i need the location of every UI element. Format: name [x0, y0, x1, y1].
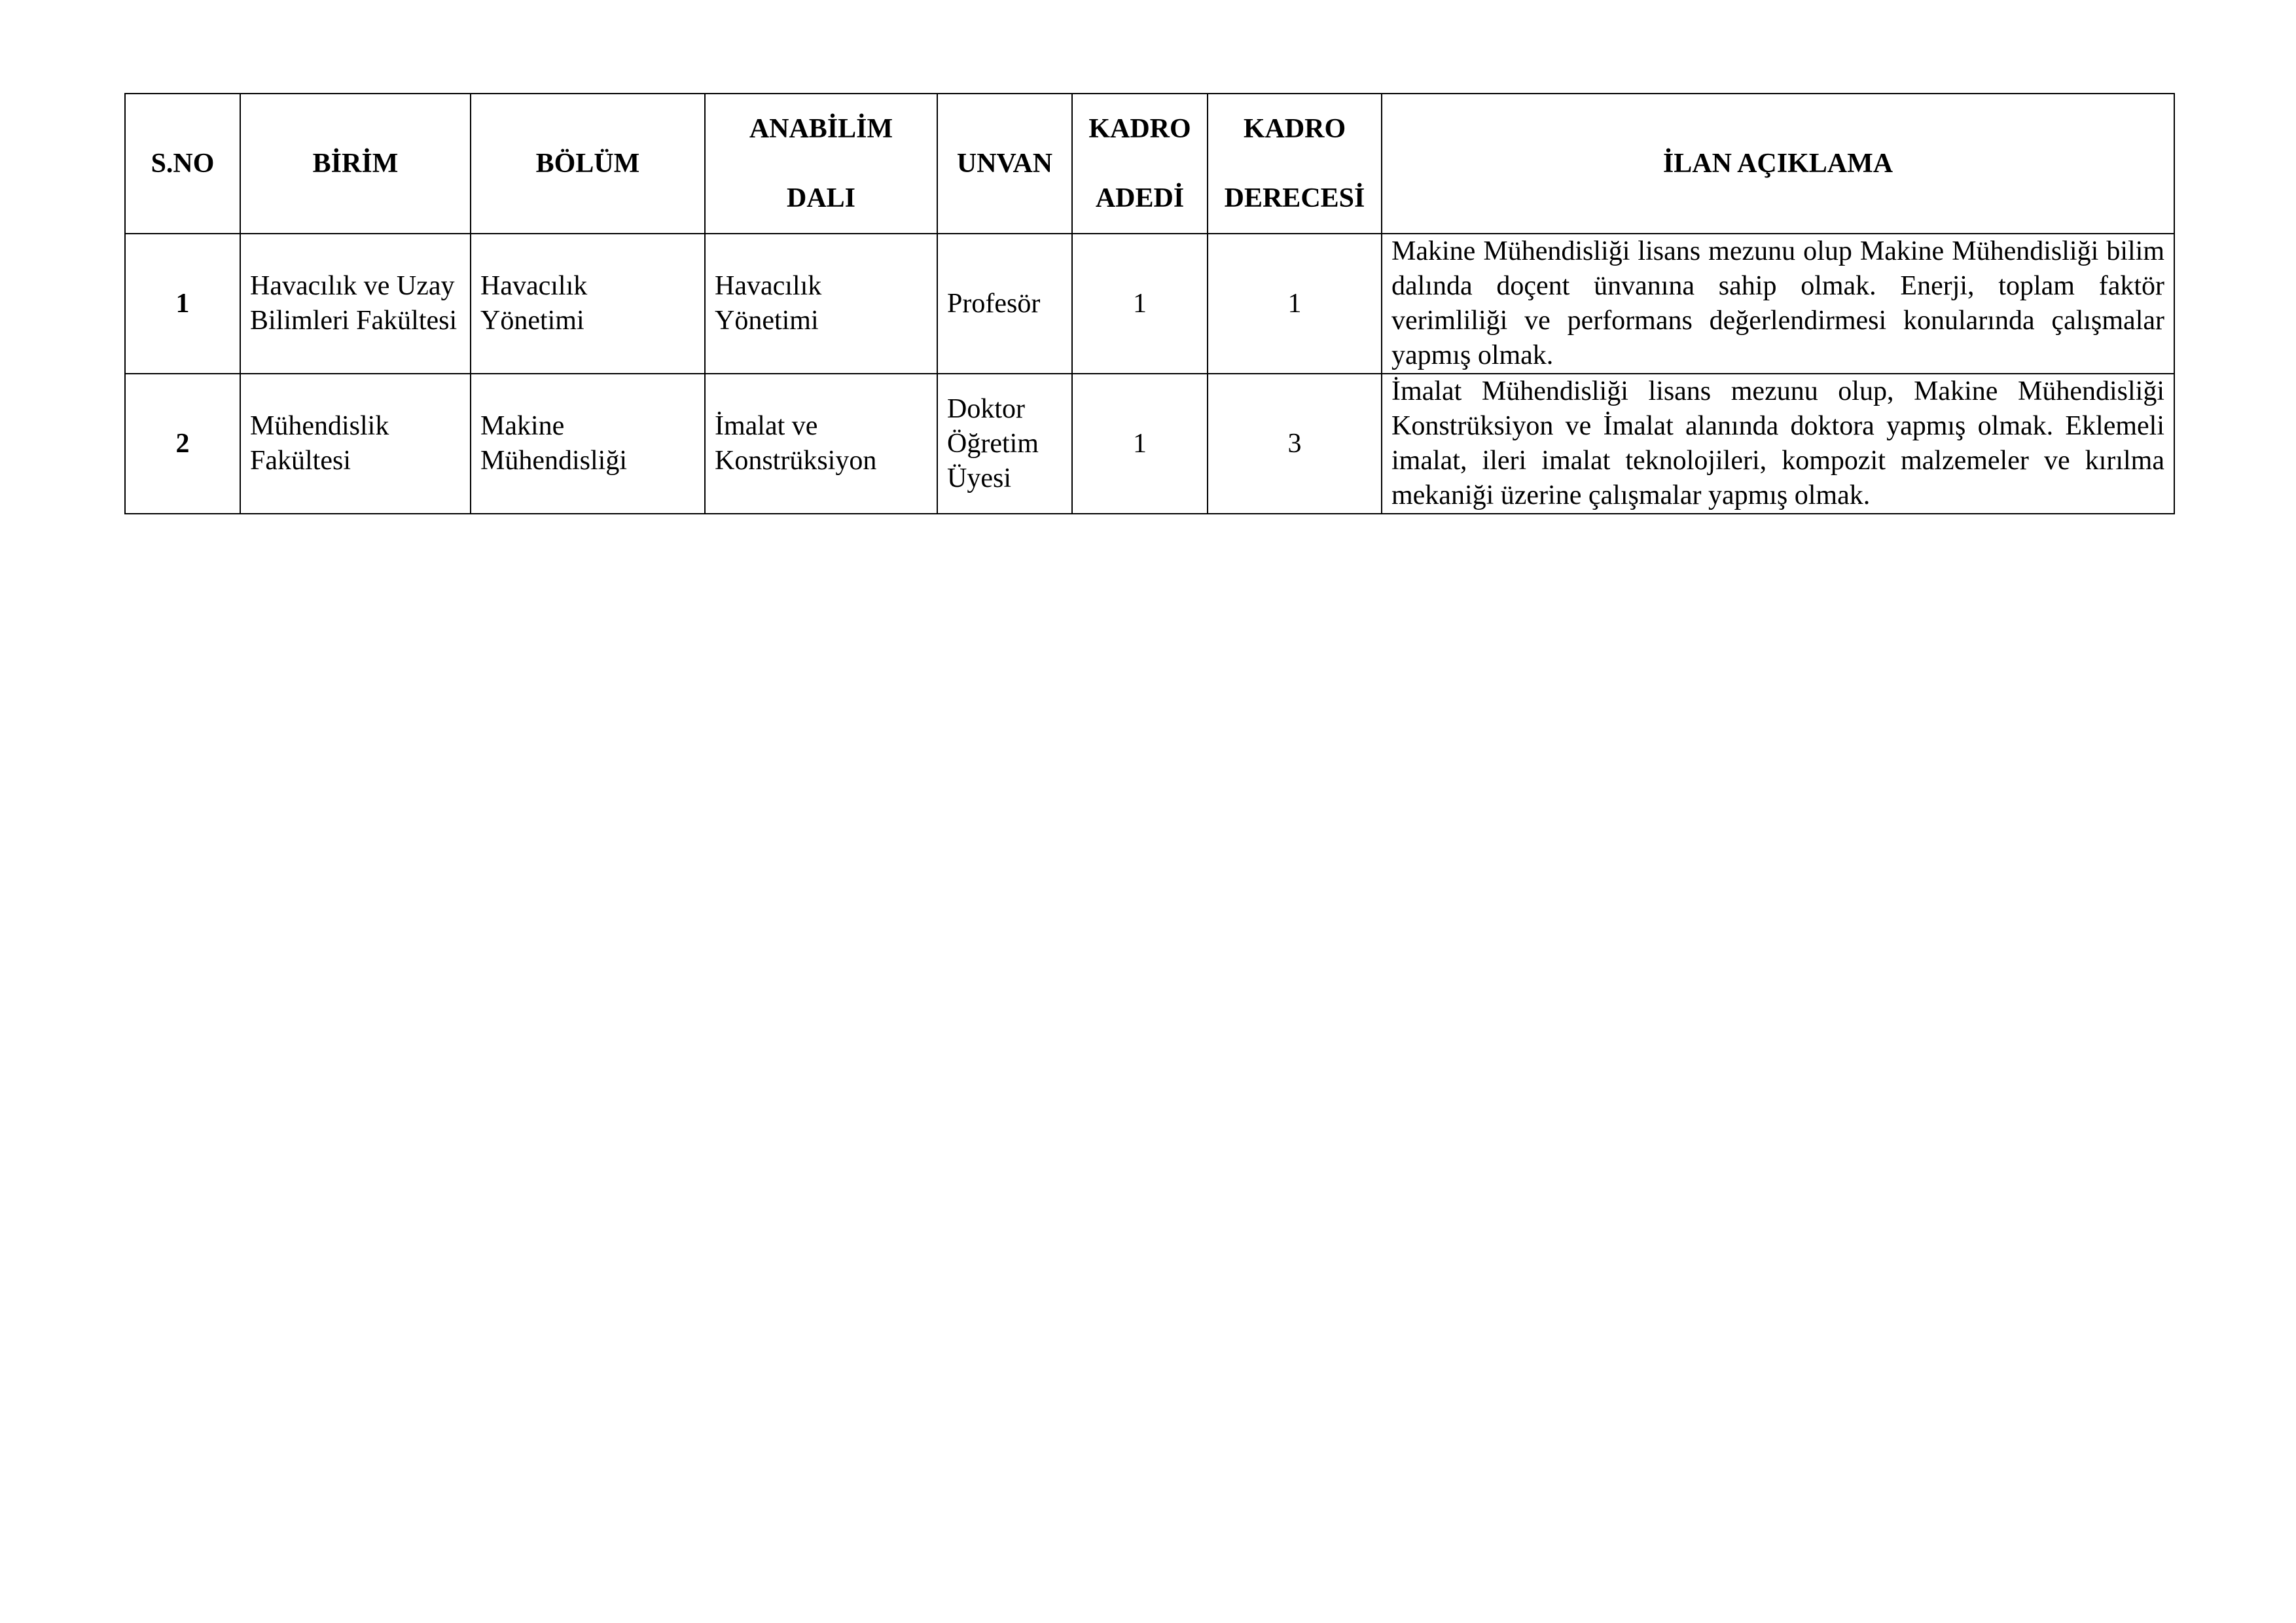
table-row — [125, 234, 2174, 374]
cell-kadro-derecesi: 1 — [1208, 234, 1382, 374]
header-kadro-derecesi — [1208, 94, 1382, 234]
header-kadro-derecesi-line2: DERECESİ — [1224, 183, 1365, 213]
header-birim: BİRİM — [240, 94, 471, 234]
cell-birim: Mühendislik Fakültesi — [240, 374, 471, 514]
header-spacer — [1082, 147, 1198, 181]
header-ilan-aciklama: İLAN AÇIKLAMA — [1382, 94, 2174, 234]
cell-sno: 1 — [125, 234, 240, 374]
table-header — [125, 94, 2174, 234]
cell-anabilim: İmalat ve Konstrüksiyon — [705, 374, 937, 514]
cell-bolum: Makine Mühendisliği — [471, 374, 705, 514]
cell-unvan: Doktor Öğretim Üyesi — [937, 374, 1072, 514]
header-anabilim-dali — [705, 94, 937, 234]
header-row — [125, 94, 2174, 234]
header-anabilim-line2: DALI — [786, 183, 856, 213]
header-anabilim-line1: ANABİLİM — [749, 113, 893, 144]
cell-kadro-adedi: 1 — [1072, 234, 1208, 374]
cell-birim: Havacılık ve Uzay Bilimleri Fakültesi — [240, 234, 471, 374]
header-spacer — [1217, 147, 1372, 181]
cell-unvan: Profesör — [937, 234, 1072, 374]
cell-ilan-aciklama: İmalat Mühendisliği lisans mezunu olup, Makine Mühendisliği Konstrüksiyon ve İmalat alanında doktora yapmış olmak. Eklemeli imalat, ileri imalat teknolojileri, kompozit malzemeler ve kırılma mekaniği üzerine çalışmalar yapmış olmak. — [1382, 374, 2174, 514]
cell-anabilim: Havacılık Yönetimi — [705, 234, 937, 374]
cell-bolum: Havacılık Yönetimi — [471, 234, 705, 374]
cell-kadro-derecesi: 3 — [1208, 374, 1382, 514]
header-unvan: UNVAN — [937, 94, 1072, 234]
header-kadro-adedi — [1072, 94, 1208, 234]
header-kadro-adedi-line1: KADRO — [1088, 113, 1191, 144]
cell-kadro-adedi: 1 — [1072, 374, 1208, 514]
header-bolum: BÖLÜM — [471, 94, 705, 234]
header-kadro-derecesi-line1: KADRO — [1243, 113, 1346, 144]
cell-sno: 2 — [125, 374, 240, 514]
job-announcement-table — [124, 93, 2175, 514]
table-body — [125, 234, 2174, 514]
cell-ilan-aciklama: Makine Mühendisliği lisans mezunu olup Makine Mühendisliği bilim dalında doçent ünvanına sahip olmak. Enerji, toplam faktör verimliliği ve performans değerlendirmesi konularında çalışmalar yapmış olmak. — [1382, 234, 2174, 374]
header-sno: S.NO — [125, 94, 240, 234]
header-kadro-adedi-line2: ADEDİ — [1095, 183, 1185, 213]
header-spacer — [715, 147, 927, 181]
table-row — [125, 374, 2174, 514]
